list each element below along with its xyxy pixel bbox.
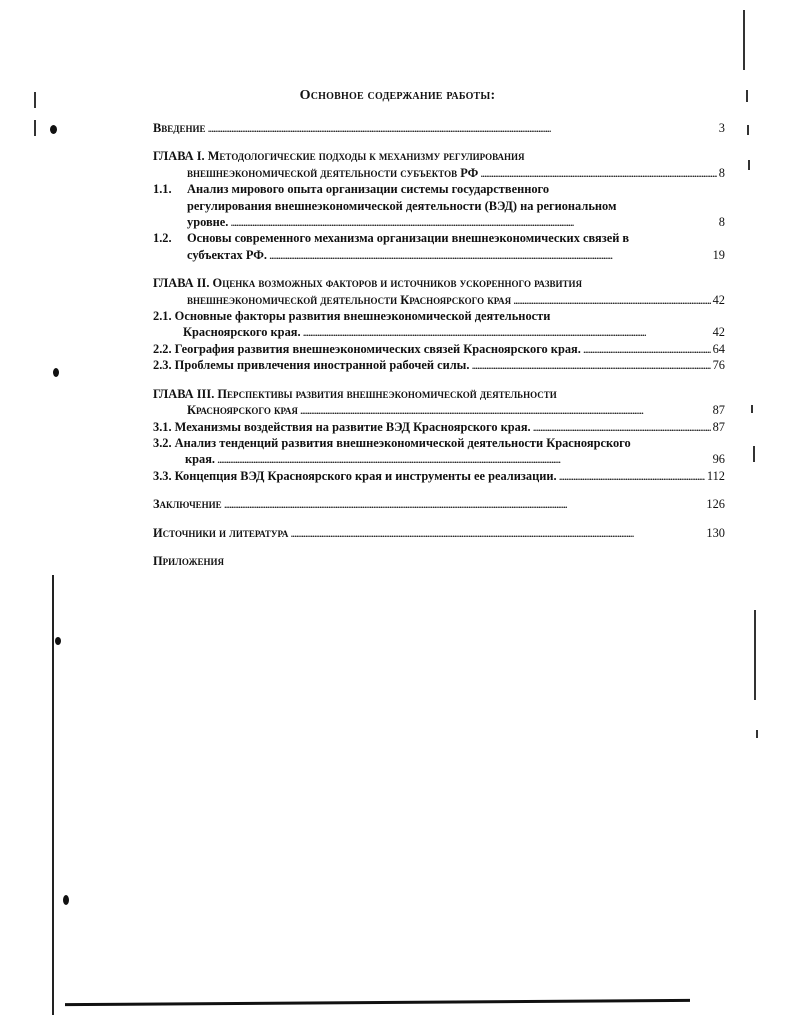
- punch-hole-mark: [50, 125, 57, 134]
- toc-entry-chapter-3[interactable]: [153, 386, 725, 419]
- scan-edge-line: [754, 610, 756, 700]
- scan-edge-line: [756, 730, 758, 738]
- toc-page-number: 19: [712, 247, 725, 262]
- toc-page-number: 87: [712, 419, 725, 434]
- toc-section-title-end: субъектах РФ.: [187, 247, 267, 262]
- toc-label: Введение: [153, 121, 206, 135]
- toc-chapter-title: ГЛАВА II. Оценка возможных факторов и источников ускоренного развития: [153, 276, 582, 291]
- punch-hole-mark: [63, 895, 69, 905]
- scan-left-edge: [52, 575, 54, 1015]
- toc-chapter-title: ГЛАВА III. Перспективы развития внешнеэкономической деятельности: [153, 386, 557, 401]
- punch-hole-mark: [53, 368, 59, 377]
- page-title: Основное содержание работы:: [299, 88, 496, 103]
- toc-chapter-title-cont: внешнеэкономической деятельности субъектов РФ: [187, 165, 479, 180]
- toc-chapter-title-cont: внешнеэкономической деятельности Красноярского края: [187, 292, 512, 307]
- toc-page-number: 8: [718, 215, 725, 230]
- toc-section-title-end: края.: [185, 452, 216, 467]
- dot-leader: [559, 468, 705, 484]
- toc-entry-2-2[interactable]: [153, 341, 725, 357]
- toc-section-title-cont: регулирования внешнеэкономической деятельности (ВЭД) на региональном: [187, 198, 617, 213]
- dot-leader: [290, 525, 704, 541]
- toc-entry-1-2[interactable]: [153, 230, 725, 263]
- toc-entry-3-1[interactable]: [153, 419, 725, 435]
- toc-entry-intro[interactable]: [153, 120, 725, 136]
- toc-label: Приложения: [153, 553, 225, 568]
- toc-entry-3-2[interactable]: [153, 435, 725, 468]
- toc-page-number: 8: [718, 165, 725, 180]
- toc-chapter-line: [153, 402, 725, 418]
- toc-entry-2-1[interactable]: [153, 308, 725, 341]
- toc-page-number: 130: [706, 525, 725, 540]
- toc-page-number: 96: [712, 452, 725, 467]
- toc-entry-1-1[interactable]: [153, 181, 725, 230]
- dot-leader: [230, 214, 716, 230]
- toc-section-title: 2.2. География развития внешнеэкономических связей Красноярского края.: [153, 341, 581, 356]
- toc-page-number: 126: [706, 497, 725, 512]
- toc-section-title-end: Красноярского края.: [183, 325, 301, 340]
- dot-leader: [217, 451, 711, 467]
- scan-edge-line: [748, 160, 750, 170]
- toc-section-title: 3.3. Концепция ВЭД Красноярского края и инструменты ее реализации.: [153, 468, 557, 483]
- toc-section-title: 3.2. Анализ тенденций развития внешнеэкономической деятельности Красноярского: [153, 435, 631, 450]
- scan-bottom-edge: [65, 999, 690, 1006]
- toc-label: Заключение: [153, 497, 222, 512]
- toc-section-title: Анализ мирового опыта организации системы государственного: [187, 182, 550, 197]
- dot-leader: [480, 165, 717, 181]
- toc-entry-chapter-2[interactable]: [153, 275, 725, 308]
- scan-edge-line: [747, 125, 749, 135]
- toc-chapter-title: ГЛАВА I. Методологические подходы к механизму регулирования: [153, 149, 525, 164]
- toc-section-title: 2.1. Основные факторы развития внешнеэкономической деятельности: [153, 309, 551, 324]
- dot-leader: [300, 402, 711, 418]
- toc-page-number: 42: [712, 325, 725, 340]
- toc-entry-appendix[interactable]: [153, 553, 725, 569]
- dot-leader: [533, 419, 711, 435]
- table-of-contents: [153, 120, 725, 569]
- dot-leader: [513, 292, 711, 308]
- toc-section-title: 2.3. Проблемы привлечения иностранной рабочей силы.: [153, 358, 470, 373]
- toc-page-number: 3: [718, 121, 725, 135]
- dot-leader: [224, 496, 705, 512]
- toc-page-number: 87: [712, 403, 725, 418]
- toc-entry-conclusion[interactable]: [153, 496, 725, 512]
- punch-hole-mark: [55, 637, 61, 645]
- dot-leader: [471, 357, 710, 373]
- toc-section-title-end: уровне.: [187, 215, 229, 230]
- toc-section-number: 1.2.: [153, 231, 172, 246]
- toc-section-title: 3.1. Механизмы воздействия на развитие ВЭД Красноярского края.: [153, 419, 531, 434]
- toc-entry-sources[interactable]: [153, 525, 725, 541]
- dot-leader: [269, 247, 711, 263]
- toc-chapter-line: [153, 292, 725, 308]
- toc-page-number: 42: [712, 292, 725, 307]
- scan-edge-line: [34, 120, 36, 136]
- toc-page-number: 64: [712, 341, 725, 356]
- scan-edge-line: [751, 405, 753, 413]
- dot-leader: [583, 341, 711, 357]
- toc-page-number: 112: [706, 468, 725, 483]
- scan-edge-line: [743, 10, 745, 70]
- toc-section-title: Основы современного механизма организации внешнеэкономических связей в: [187, 231, 630, 246]
- toc-entry-3-3[interactable]: [153, 468, 725, 484]
- toc-page-number: 76: [712, 358, 725, 373]
- toc-entry-2-3[interactable]: [153, 357, 725, 373]
- dot-leader: [303, 324, 711, 340]
- scan-edge-line: [753, 446, 755, 462]
- toc-label: Источники и литература: [153, 525, 289, 540]
- dot-leader: [207, 120, 716, 136]
- toc-section-number: 1.1.: [153, 182, 172, 197]
- toc-entry-chapter-1[interactable]: [153, 148, 725, 181]
- toc-chapter-title-cont: Красноярского края: [187, 403, 298, 418]
- toc-chapter-line: [153, 165, 725, 181]
